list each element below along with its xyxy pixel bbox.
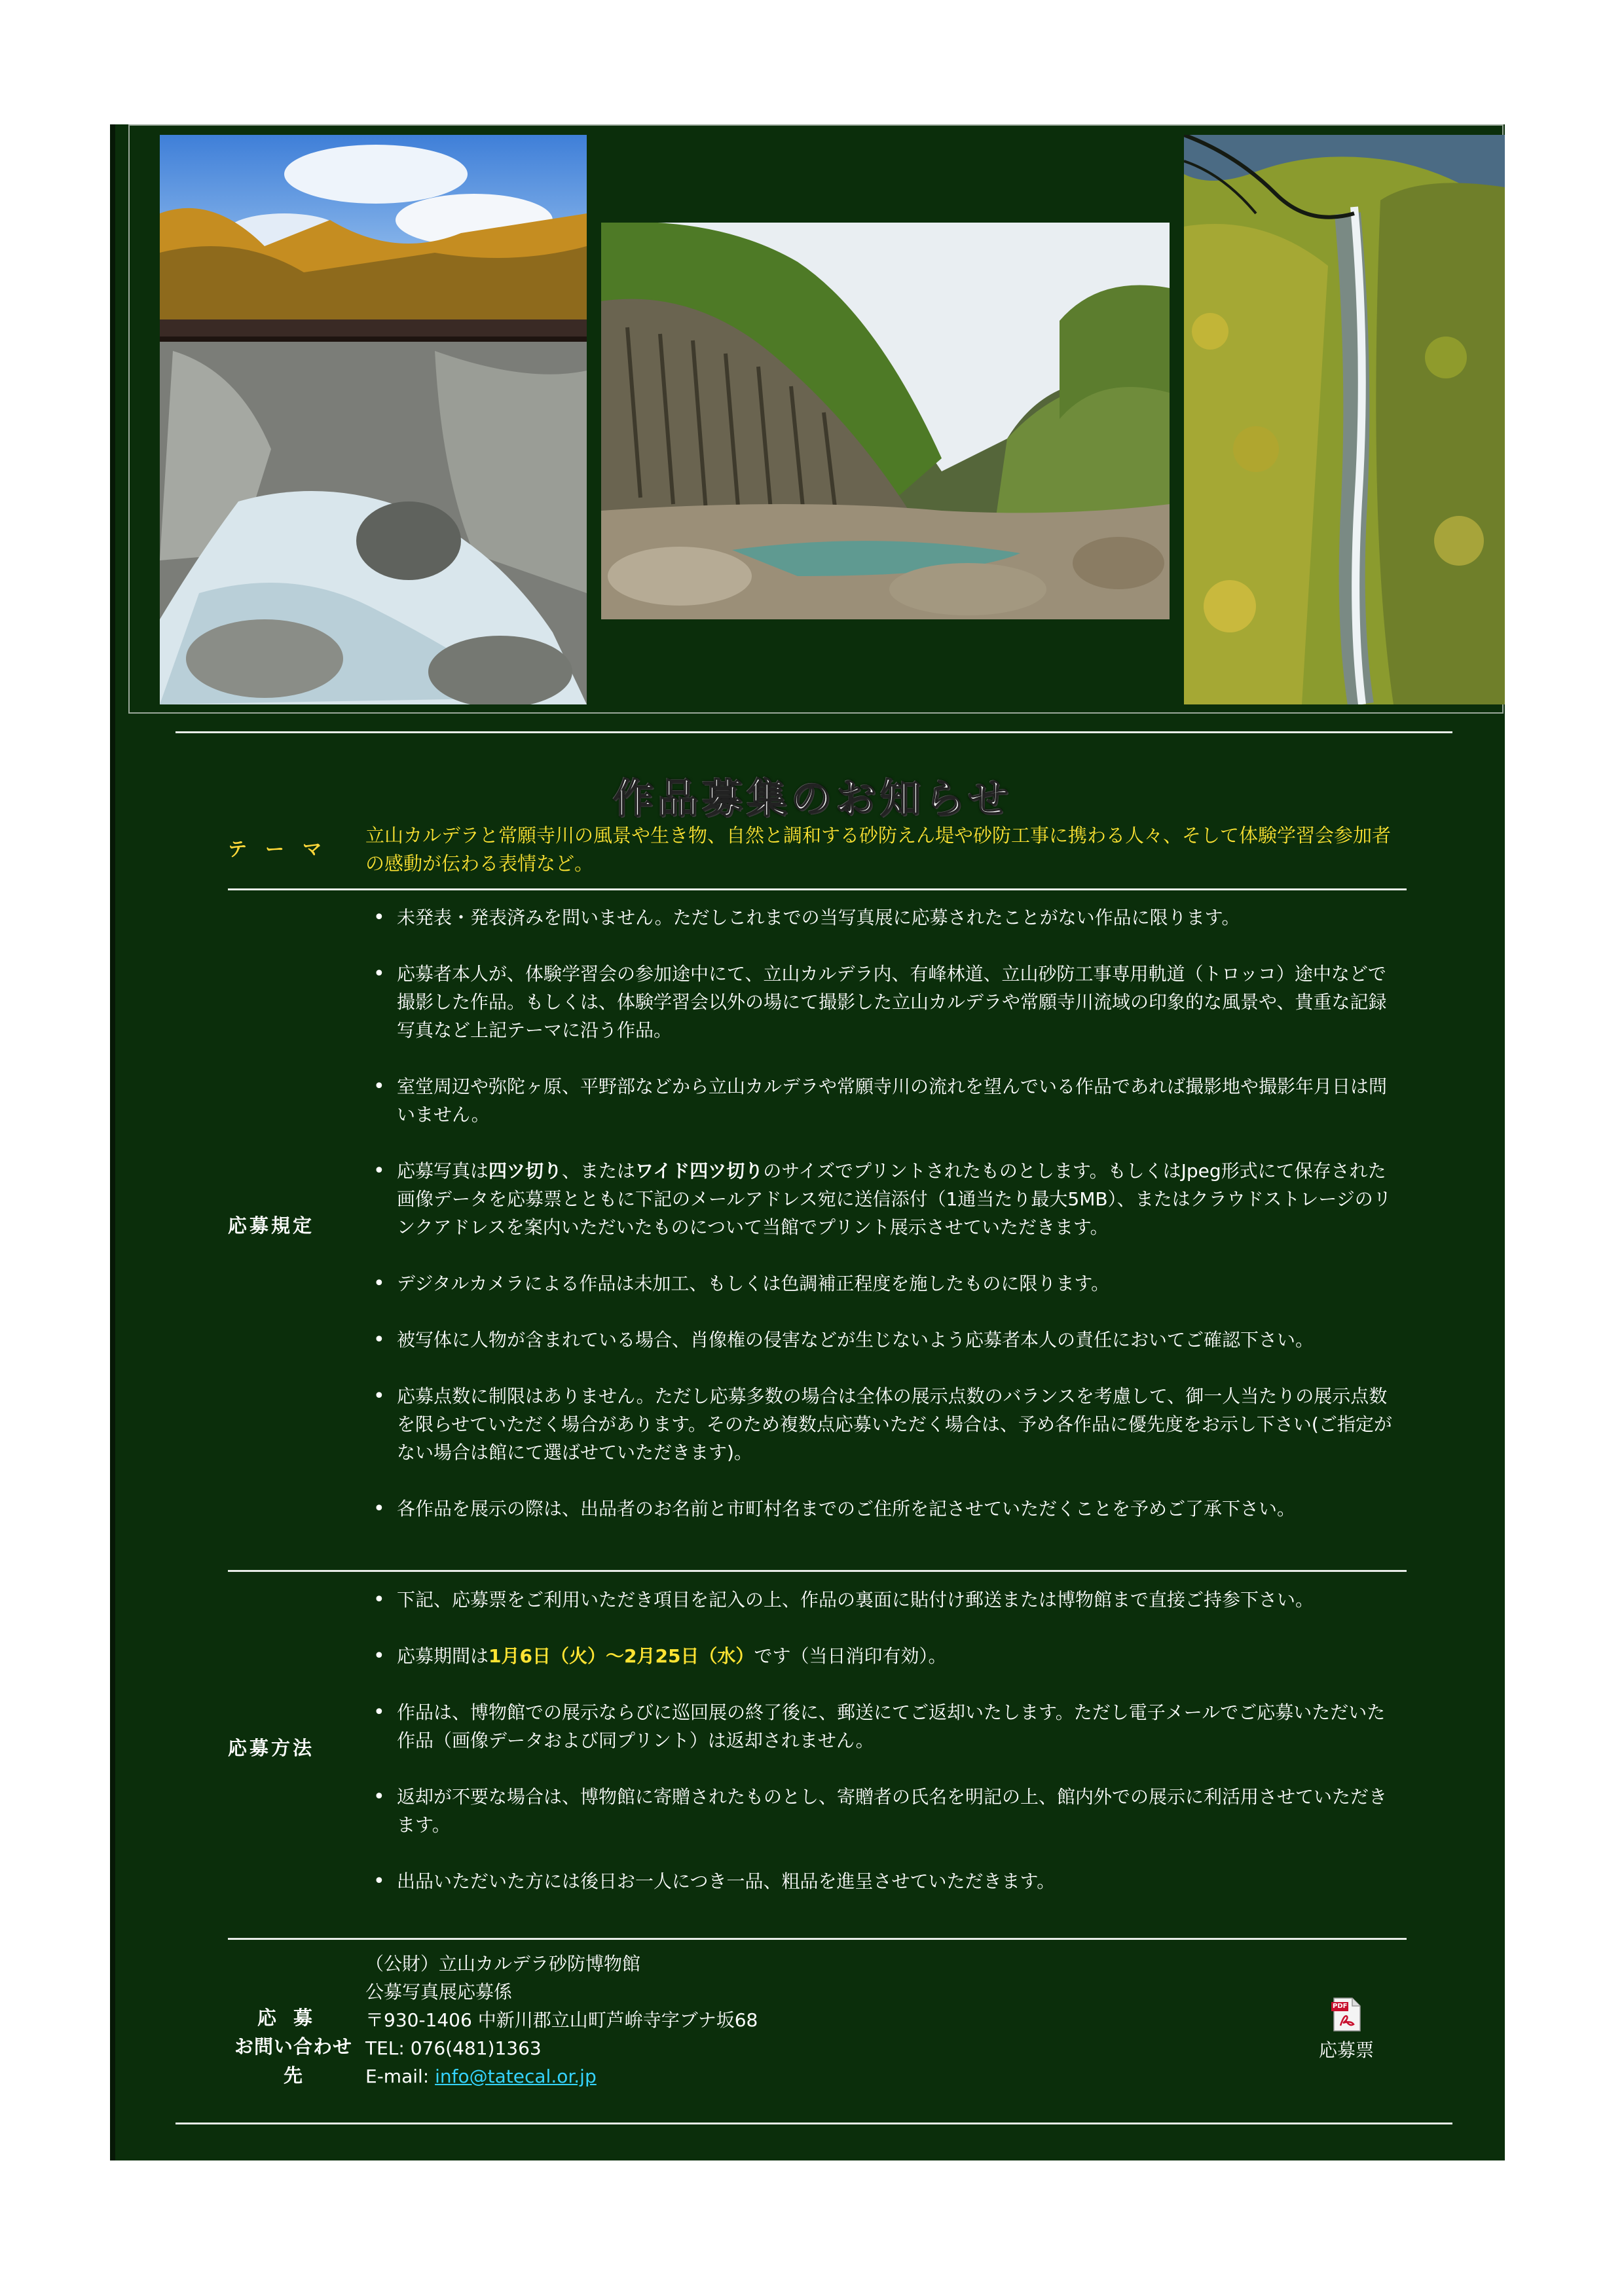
method-rule bbox=[228, 1938, 1407, 1940]
contact-dept: 公募写真展応募係 bbox=[365, 1981, 513, 2003]
contact-label-line2: お問い合わせ先 bbox=[234, 2035, 352, 2086]
list-item: • 未発表・発表済みを問いません。ただしこれまでの当写真展に応募されたことがない作品に限ります。 bbox=[365, 903, 1393, 932]
method-label: 応募方法 bbox=[228, 1737, 315, 1759]
top-rule bbox=[175, 731, 1452, 733]
photo-autumn-stream bbox=[160, 135, 587, 704]
theme-rule bbox=[228, 888, 1407, 890]
page-title: 作品募集のお知らせ bbox=[612, 774, 1013, 822]
list-item: • 返却が不要な場合は、博物館に寄贈されたものとし、寄贈者の氏名を明記の上、館内外での展示に利活用させていただきます。 bbox=[365, 1783, 1393, 1839]
list-item: • デジタルカメラによる作品は未加工、もしくは色調補正程度を施したものに限ります。 bbox=[365, 1269, 1393, 1298]
list-item: • 被写体に人物が含まれている場合、肖像権の侵害などが生じないよう応募者本人の責任においてご確認下さい。 bbox=[365, 1326, 1393, 1354]
pdf-badge: PDF bbox=[1333, 2003, 1348, 2010]
list-item bbox=[365, 1157, 1393, 1241]
pdf-icon bbox=[1331, 1997, 1361, 2032]
email-link[interactable]: info@tatecal.or.jp bbox=[435, 2066, 597, 2087]
rules-rule bbox=[228, 1570, 1407, 1572]
size-four-cut: 四ツ切り bbox=[489, 1160, 563, 1182]
theme-text: 立山カルデラと常願寺川の風景や生き物、自然と調和する砂防えん堤や砂防工事に携わる人々、そして体験学習会参加者の感動が伝わる表情など。 bbox=[365, 824, 1392, 875]
rules-list bbox=[365, 903, 1393, 1551]
list-item: • 室堂周辺や弥陀ヶ原、平野部などから立山カルデラや常願寺川の流れを望んでいる作品であれば撮影地や撮影年月日は問いません。 bbox=[365, 1072, 1393, 1129]
text: 応募写真は bbox=[397, 1160, 489, 1182]
list-item: • 出品いただいた方には後日お一人につき一品、粗品を進呈させていただきます。 bbox=[365, 1867, 1393, 1895]
list-item: • 下記、応募票をご利用いただき項目を記入の上、作品の裏面に貼付け郵送または博物館まで直接ご持参下さい。 bbox=[365, 1586, 1393, 1614]
text: のサイズでプリントされたものとします。もしくはJpeg形式にて保存された画像データを応募票とともに下記のメールアドレス宛に送信添付（1通当たり最大5MB）、またはクラウドストレージのリンクアドレスを案内いただいたものについて当館でプリント展示させていただきます。 bbox=[397, 1160, 1392, 1238]
photo-waterfall bbox=[1184, 135, 1505, 704]
text: です（当日消印有効）。 bbox=[754, 1645, 947, 1667]
application-form-pdf-link[interactable] bbox=[1307, 1997, 1386, 2062]
contact-address: 〒930-1406 中新川郡立山町芦峅寺字ブナ坂68 bbox=[365, 2009, 758, 2031]
contact-tel: TEL: 076(481)1363 bbox=[365, 2037, 542, 2059]
method-list bbox=[365, 1586, 1393, 1923]
list-item bbox=[365, 1642, 1393, 1670]
application-period: 1月6日（火）〜2月25日（水） bbox=[489, 1645, 754, 1667]
photo-banner bbox=[128, 124, 1504, 714]
pdf-label: 応募票 bbox=[1318, 2039, 1374, 2061]
contact-label bbox=[228, 2003, 359, 2090]
contact-email-line bbox=[365, 2062, 758, 2090]
list-item: • 応募点数に制限はありません。ただし応募多数の場合は全体の展示点数のバランスを考慮して、御一人当たりの展示点数を限らせていただく場合があります。そのため複数点応募いただく場合は、予め各作品に優先度をお示し下さい(ご指定がない場合は館にて選ばせていただきます)。 bbox=[365, 1382, 1393, 1467]
contact-org: （公財）立山カルデラ砂防博物館 bbox=[365, 1953, 641, 1975]
list-item: • 応募者本人が、体験学習会の参加途中にて、立山カルデラ内、有峰林道、立山砂防工事専用軌道（トロッコ）途中などで撮影した作品。もしくは、体験学習会以外の場にて撮影した立山カルデラや常願寺川流域の印象的な風景や、貴重な記録写真など上記テーマに沿う作品。 bbox=[365, 960, 1393, 1044]
poster-page bbox=[110, 124, 1505, 2160]
list-item: • 作品は、博物館での展示ならびに巡回展の終了後に、郵送にてご返却いたします。ただし電子メールでご応募いただいた作品（画像データおよび同プリント）は返却されません。 bbox=[365, 1698, 1393, 1755]
contact-block bbox=[365, 1950, 758, 2090]
text: 、または bbox=[562, 1160, 636, 1182]
email-label: E-mail: bbox=[365, 2066, 435, 2087]
theme-label: テーマ bbox=[228, 838, 341, 860]
list-item: • 各作品を展示の際は、出品者のお名前と市町村名までのご住所を記させていただくことを予めご了承下さい。 bbox=[365, 1495, 1393, 1523]
bottom-rule bbox=[175, 2123, 1452, 2124]
size-wide-four-cut: ワイド四ツ切り bbox=[635, 1160, 764, 1182]
text: 応募期間は bbox=[397, 1645, 489, 1667]
contact-label-line1: 応募 bbox=[257, 2007, 329, 2029]
rules-label: 応募規定 bbox=[228, 1214, 315, 1237]
photo-gorge bbox=[601, 223, 1170, 619]
